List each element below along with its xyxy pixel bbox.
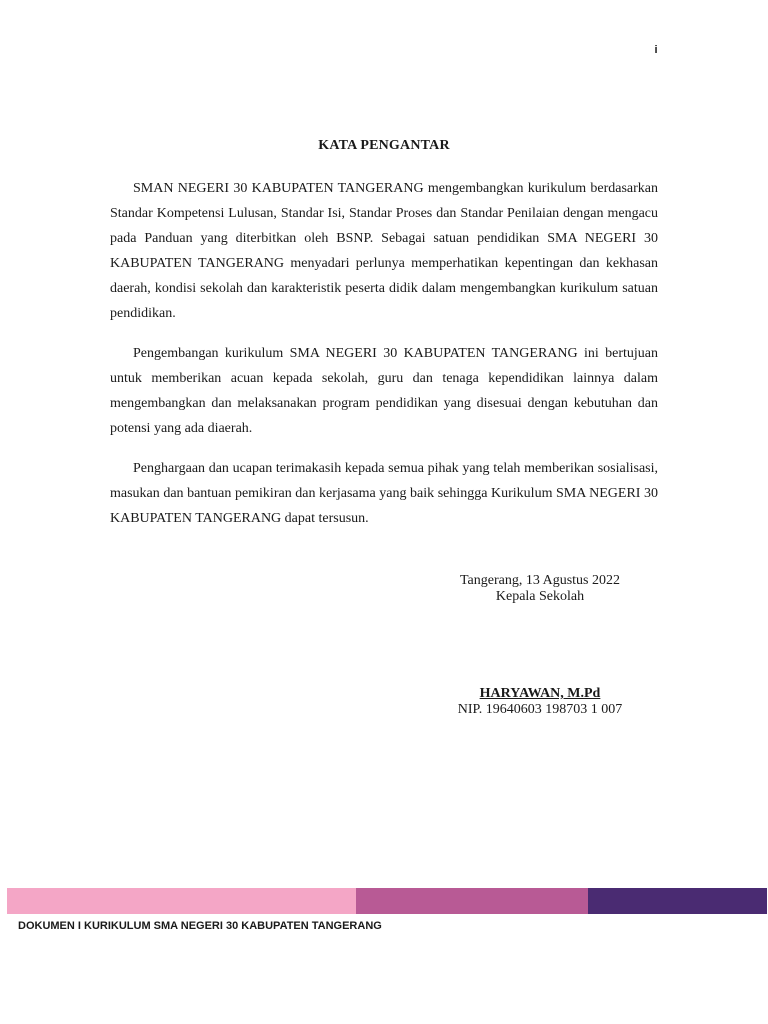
paragraph-3: Penghargaan dan ucapan terimakasih kepada semua pihak yang telah memberikan sosialisasi, masukan dan bantuan pemikiran dan kerjasama yang baik sehingga Kurikulum SMA NEGERI 30 KABUPATEN TANGERANG dapat tersusun.	[110, 461, 658, 526]
page-number: i	[654, 44, 658, 56]
signatory-nip: NIP. 19640603 198703 1 007	[457, 702, 623, 717]
footer-bar-purple	[588, 888, 767, 914]
footer-bar-pink	[7, 888, 356, 914]
paragraph-2: Pengembangan kurikulum SMA NEGERI 30 KABUPATEN TANGERANG ini bertujuan untuk memberikan acuan kepada sekolah, guru dan tenaga kependidikan lainnya dalam mengembangkan dan melaksanakan program pendidikan yang disesuai dengan kebutuhan dan potensi yang ada diaerah.	[110, 346, 658, 436]
page-title: KATA PENGANTAR	[318, 138, 450, 153]
signatory-name: HARYAWAN, M.Pd	[479, 686, 601, 701]
paragraph-1: SMAN NEGERI 30 KABUPATEN TANGERANG mengembangkan kurikulum berdasarkan Standar Kompetensi Lulusan, Standar Isi, Standar Proses dan Standar Penilaian dengan mengacu pada Panduan yang diterbitkan oleh BSNP. Sebagai satuan pendidikan SMA NEGERI 30 KABUPATEN TANGERANG menyadari perlunya memperhatikan kepentingan dan kekhasan daerah, kondisi sekolah dan karakteristik peserta didik dalam mengembangkan kurikulum satuan pendidikan.	[110, 181, 658, 321]
place-date: Tangerang, 13 Agustus 2022	[459, 573, 620, 588]
body-text	[110, 176, 658, 546]
footer-color-bar	[7, 888, 767, 914]
footer-text: DOKUMEN I KURIKULUM SMA NEGERI 30 KABUPATEN TANGERANG	[18, 920, 382, 932]
signature-block	[440, 686, 640, 718]
closing-block	[440, 573, 640, 605]
footer-bar-magenta	[356, 888, 588, 914]
position-title: Kepala Sekolah	[495, 589, 585, 604]
